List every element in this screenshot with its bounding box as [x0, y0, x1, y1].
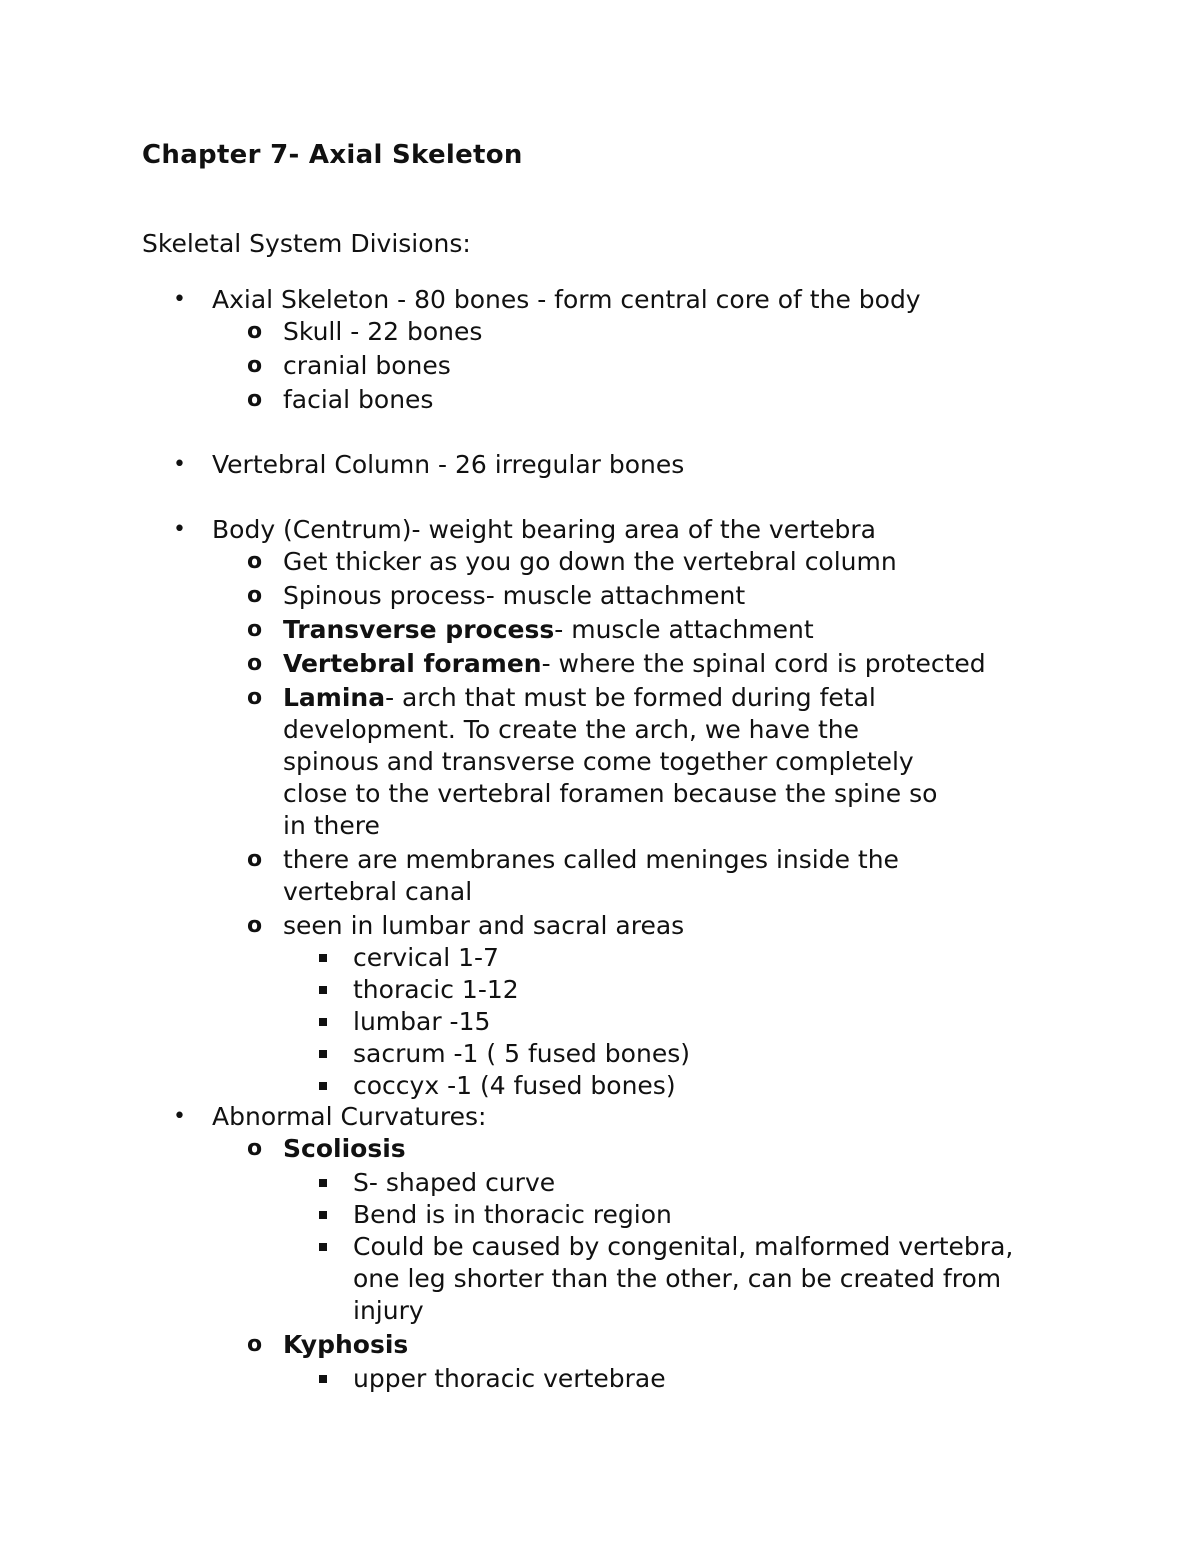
- list-item-text: upper thoracic vertebrae: [353, 1364, 666, 1393]
- list-item-text: Body (Centrum)- weight bearing area of the vertebra: [212, 515, 877, 544]
- abnormal-list: [0, 1101, 1060, 1395]
- list-item: [283, 974, 1080, 1006]
- section-subtitle: Skeletal System Divisions:: [142, 229, 471, 258]
- body-list: [0, 514, 1080, 1102]
- list-item-text: Vertebral Column - 26 irregular bones: [212, 450, 685, 479]
- list-item: [212, 546, 1080, 578]
- list-item: [283, 1006, 1080, 1038]
- bullet-icon: •: [173, 452, 186, 477]
- list-item: [0, 449, 1200, 481]
- list-item: [212, 614, 1080, 646]
- square-bullet-icon: [319, 1018, 327, 1026]
- list-item-text: coccyx -1 (4 fused bones): [353, 1071, 676, 1100]
- list-item-text: facial bones: [283, 385, 434, 414]
- circle-bullet-icon: o: [247, 651, 263, 676]
- list-item: [283, 1231, 1060, 1327]
- circle-bullet-icon: o: [247, 387, 263, 412]
- list-item: [212, 910, 1080, 1102]
- square-bullet-icon: [319, 1211, 327, 1219]
- list-item: [212, 682, 1080, 842]
- list-item: [212, 1329, 1060, 1395]
- list-item-text: - where the spinal cord is protected: [541, 649, 986, 678]
- circle-bullet-icon: o: [247, 617, 263, 642]
- list-item-text: cervical 1-7: [353, 943, 499, 972]
- term-label: Scoliosis: [283, 1134, 406, 1163]
- square-bullet-icon: [319, 986, 327, 994]
- circle-bullet-icon: o: [247, 549, 263, 574]
- circle-bullet-icon: o: [247, 847, 263, 872]
- square-bullet-icon: [319, 1179, 327, 1187]
- list-item: [0, 284, 1200, 416]
- list-item-text: Axial Skeleton - 80 bones - form central core of the body: [212, 285, 921, 314]
- list-item-text: sacrum -1 ( 5 fused bones): [353, 1039, 690, 1068]
- list-item: [0, 514, 1080, 1102]
- circle-bullet-icon: o: [247, 1136, 263, 1161]
- bullet-icon: •: [173, 1104, 186, 1129]
- list-item: [212, 316, 1200, 348]
- square-bullet-icon: [319, 1375, 327, 1383]
- list-item: [283, 942, 1080, 974]
- circle-bullet-icon: o: [247, 913, 263, 938]
- term-label: Transverse process: [283, 615, 555, 644]
- list-item: [212, 844, 1080, 908]
- list-item-text: - arch that must be formed during fetal development. To create the arch, we have the spinous and transverse come together completely close to the vertebral foramen because the spine so in there: [283, 683, 938, 840]
- list-item: [212, 384, 1200, 416]
- list-item: [283, 1167, 1060, 1199]
- list-item-text: cranial bones: [283, 351, 451, 380]
- bullet-icon: •: [173, 517, 186, 542]
- list-item: [283, 1070, 1080, 1102]
- term-label: Kyphosis: [283, 1330, 409, 1359]
- square-bullet-icon: [319, 1082, 327, 1090]
- circle-bullet-icon: o: [247, 353, 263, 378]
- list-item-text: lumbar -15: [353, 1007, 491, 1036]
- list-item: [283, 1363, 1060, 1395]
- circle-bullet-icon: o: [247, 583, 263, 608]
- term-label: Vertebral foramen: [283, 649, 542, 678]
- square-bullet-icon: [319, 954, 327, 962]
- list-item-text: there are membranes called meninges inside the vertebral canal: [283, 845, 899, 906]
- list-item-text: S- shaped curve: [353, 1168, 556, 1197]
- list-item-text: Skull - 22 bones: [283, 317, 483, 346]
- list-item-text: - muscle attachment: [554, 615, 814, 644]
- list-item: [283, 1199, 1060, 1231]
- list-item: [212, 350, 1200, 382]
- list-item-text: Could be caused by congenital, malformed vertebra, one leg shorter than the other, can be created from injury: [353, 1232, 1014, 1325]
- vertebral-list: [0, 449, 1200, 481]
- list-item: [212, 1133, 1060, 1327]
- list-item-text: Spinous process- muscle attachment: [283, 581, 746, 610]
- square-bullet-icon: [319, 1243, 327, 1251]
- list-item-text: Abnormal Curvatures:: [212, 1102, 487, 1131]
- list-item: [283, 1038, 1080, 1070]
- square-bullet-icon: [319, 1050, 327, 1058]
- circle-bullet-icon: o: [247, 685, 263, 710]
- list-item: [212, 648, 1080, 680]
- list-item-text: thoracic 1-12: [353, 975, 519, 1004]
- circle-bullet-icon: o: [247, 319, 263, 344]
- page-title: Chapter 7- Axial Skeleton: [142, 140, 523, 170]
- list-item: [212, 580, 1080, 612]
- term-label: Lamina: [283, 683, 386, 712]
- list-item-text: Bend is in thoracic region: [353, 1200, 672, 1229]
- circle-bullet-icon: o: [247, 1332, 263, 1357]
- list-item-text: seen in lumbar and sacral areas: [283, 911, 685, 940]
- list-item-text: Get thicker as you go down the vertebral column: [283, 547, 897, 576]
- list-item: [0, 1101, 1060, 1395]
- bullet-icon: •: [173, 287, 186, 312]
- axial-list: [0, 284, 1200, 416]
